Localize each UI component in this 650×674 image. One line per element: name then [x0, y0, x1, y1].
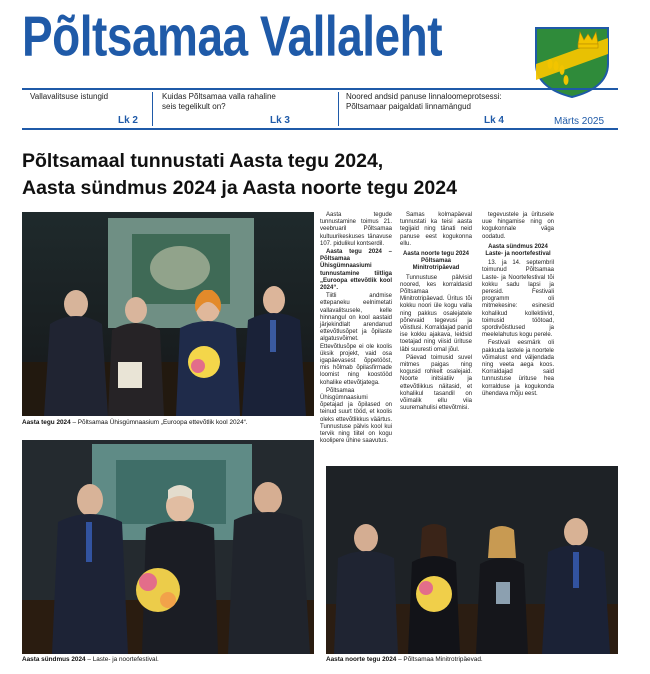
col1-para: Aasta tegu 2024 – Põltsamaa Ühisgümnaasiumi tunnustamine tiitliga „Euroopa ettevõtlik kool 2024“. [320, 249, 392, 292]
issue-date: Märts 2025 [554, 116, 605, 127]
masthead-title: Põltsamaa Vallaleht [22, 4, 443, 68]
headline-line-2: Aasta sündmus 2024 ja Aasta noorte tegu 2024 [22, 177, 457, 199]
teaser-3-page: Lk 4 [483, 115, 504, 126]
col3-subheading: Aasta sündmus 2024 Laste- ja noortefestival [485, 243, 551, 258]
photo-aasta-tegu-image [22, 212, 314, 416]
article-column-1 [320, 212, 392, 447]
caption-3-title: Aasta noorte tegu 2024 [326, 656, 397, 663]
photo-caption-1 [22, 419, 248, 426]
col2-para: Päevad toimusid suvel mitmes paigas ning kogusid rohkelt osalejaid. Noorte initsiatiiv ja ettevõtlikkus näitasid, et kohalikul tasandil on võimalik ellu viia suuremahulisi ettevõtmisi. [400, 354, 472, 412]
article-column-3 [482, 212, 554, 399]
col2-para: Samas kolmapäeval tunnustati ka teisi aasta tegijaid ning tänati neid panuse eest kogukonna ellu. [400, 212, 472, 247]
caption-2-text: – Laste- ja noortefestival. [85, 656, 159, 663]
article-column-2 [400, 212, 472, 413]
photo-aasta-tegu [22, 212, 314, 416]
article-headline [22, 148, 622, 202]
teaser-divider [338, 92, 339, 126]
photo-caption-2 [22, 656, 159, 663]
teaser-3-text: Noored andsid panuse linnaloomeprotsessi: Põltsamaar paigaldati linnamängud [346, 92, 502, 111]
col2-para: Tunnustuse pälvisid noored, kes korraldasid Põltsamaa Minitrotripäevad. Üritus tõi kokku noori üle kogu valla ning pakkus osalejatele põnevaid tegevusi ja võistlusi. Korraldajad panid ise kokku ajakava, leidsid toetajad ning viisid ürituse läbi suuresti omal jõul. [400, 274, 472, 353]
col1-para: Tiitli andmise ettepaneku eelnimetati vallavalitsusele, kelle hinnangul on kool aastaid järjekindlalt arendanud ettevõtlusõpet ja õpilaste algatusvõimet. Ettevõtlusõpe ei ole koolis üksik projekt, vaid osa igapäevasest õppetööst, mis hõlmab õpilasfirmade loomist ning koostööd kohalike ettevõtjatega. [320, 293, 392, 386]
teaser-1-text: Vallavalitsuse istungid [30, 92, 109, 101]
photo-aasta-sundmus-image [22, 440, 314, 654]
col2-subheading: Aasta noorte tegu 2024 Põltsamaa Minitrotripäevad [402, 251, 470, 272]
teaser-2-text: Kuidas Põltsamaa valla rahaline seis tegelikult on? [162, 92, 276, 111]
col3-para: 13. ja 14. septembril toimunud Põltsamaa Laste- ja Noortefestival tõi kokku sadu lapsi ja peresid. Festivali programm oli mitmekesine: esinesid kohalikud kollektiivid, toimusid töötoad, spordivõistlused ja meelelahutus kogu perele. [482, 260, 554, 339]
caption-1-text: – Põltsamaa Ühisgümnaasium „Euroopa ettevõtlik kool 2024“. [70, 419, 248, 426]
headline-line-1: Põltsamaal tunnustati Aasta tegu 2024, [22, 150, 384, 172]
col3-para: Festivali eesmärk oli pakkuda lastele ja noortele võimalust end väljendada ning veeta aega koos. Korraldajad said tunnustuse ürituse hea korralduse ja kogukonda ühendava mõju eest. [482, 340, 554, 397]
masthead-rule-top [22, 88, 618, 90]
coat-of-arms-icon [532, 24, 612, 98]
photo-aasta-sundmus [22, 440, 314, 654]
teaser-1-page: Lk 2 [117, 115, 138, 126]
caption-3-text: – Põltsamaa Minitrotripäevad. [396, 656, 483, 663]
col3-para: tegevustele ja üritusele uue hingamise ning on kogukonnale väga oodatud. [482, 212, 554, 240]
teaser-2-page: Lk 3 [269, 115, 290, 126]
col1-para: Aasta tegude tunnustamine toimus 21. veebruaril Põltsamaa kultuurikeskuses tänavuse 107. pidulikul kontserdil. [320, 212, 392, 247]
teaser-divider [152, 92, 153, 126]
caption-2-title: Aasta sündmus 2024 [22, 656, 86, 663]
caption-1-title: Aasta tegu 2024 [22, 419, 71, 426]
photo-caption-3 [326, 656, 483, 663]
photo-aasta-noorte-tegu [326, 466, 618, 654]
teaser-1[interactable] [30, 92, 138, 128]
col1-para: Põltsamaa Ühisgümnaasiumi õpetajad ja õpilased on teinud suurt tööd, et koolis oleks ettevõtlikkus väärtus. Tunnustuse pälvis kool kui tervik ning tiitel on kogu koolipere ühine saavutus. [320, 387, 392, 445]
masthead-rule-bottom [22, 128, 618, 130]
photo-aasta-noorte-tegu-image [326, 466, 618, 654]
teaser-2[interactable] [162, 92, 290, 128]
teaser-3[interactable] [346, 92, 504, 128]
